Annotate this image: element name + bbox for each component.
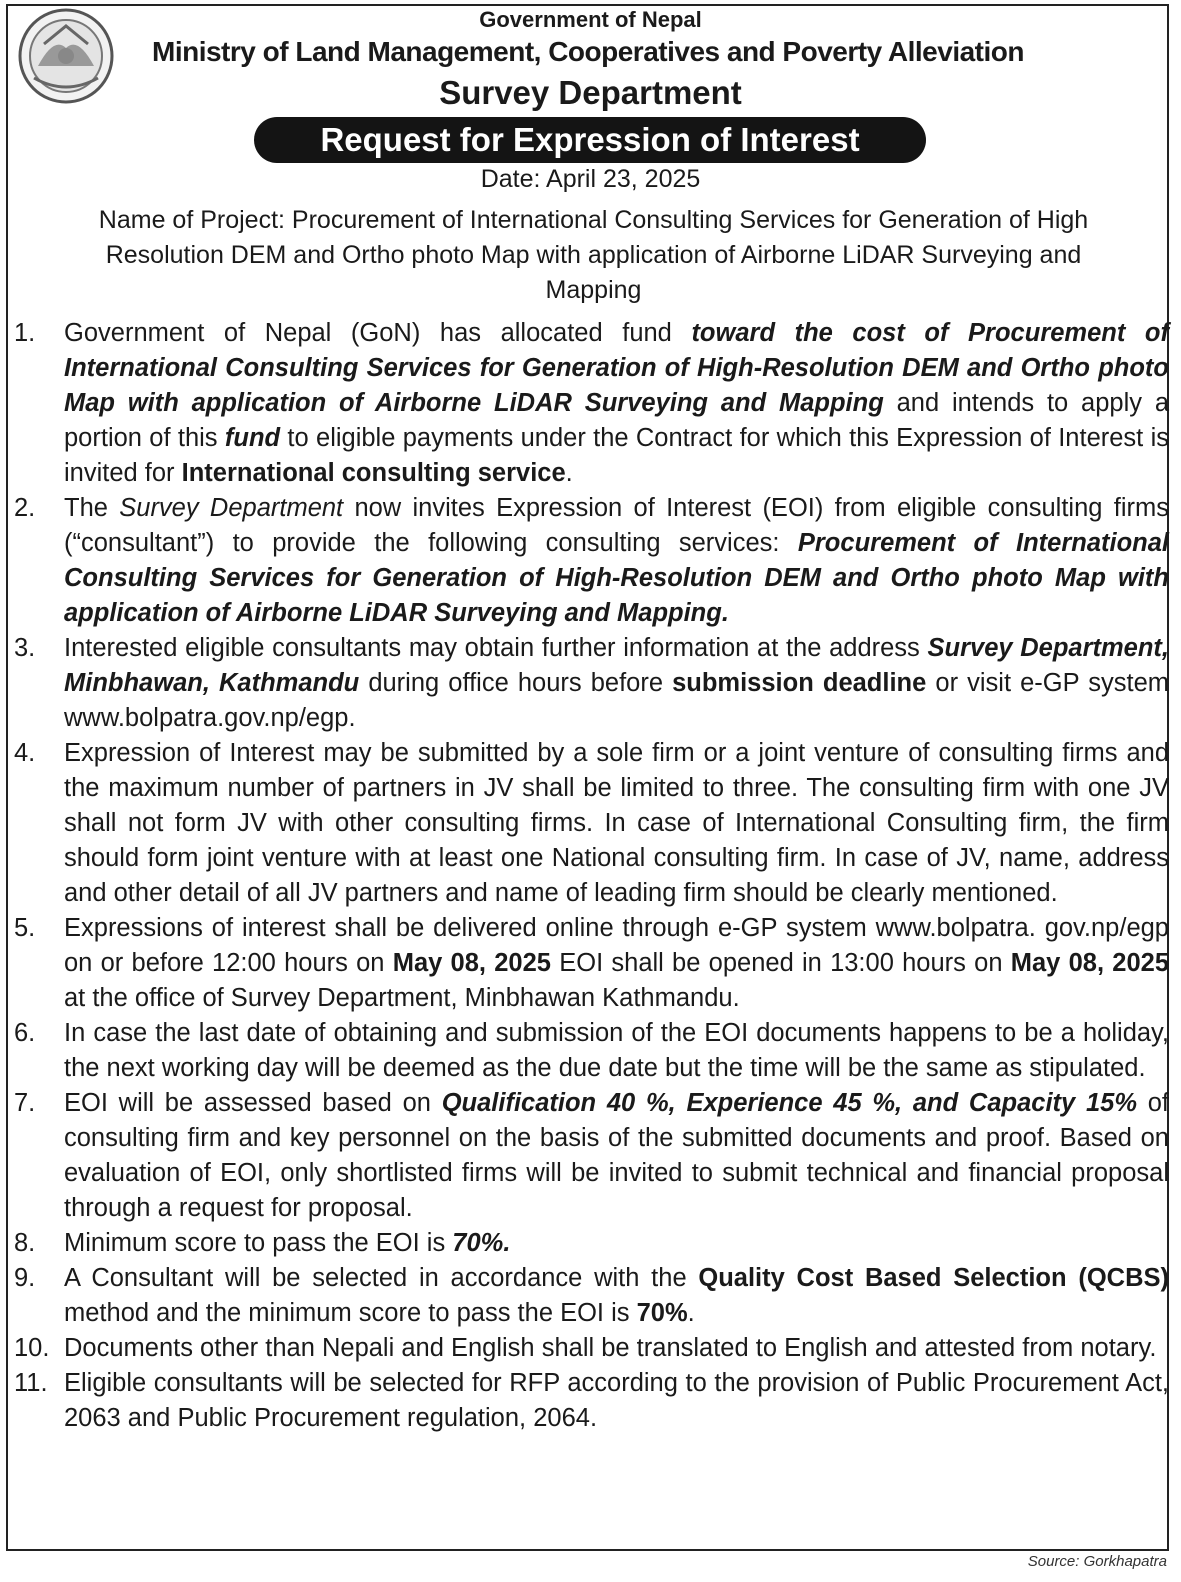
list-item [14,1016,1169,1086]
list-item [14,631,1169,736]
item-number: 5. [14,914,36,942]
item-text: or visit e-GP system www.bolpatra.gov.np/egp. [64,669,1170,732]
item-text: EOI shall be opened in 13:00 hours on [550,949,1011,977]
item-emphasis: Quality Cost Based Selection (QCBS) [698,1264,1169,1292]
item-text: and intends to apply a portion of this [64,389,1169,452]
item-text: Minimum score to pass the EOI is [64,1229,453,1257]
list-item [14,1261,1169,1331]
item-text: now invites Expression of Interest (EOI) from eligible consulting firms (“consultant”) to provide the following consulting services: [64,494,1169,557]
item-text: method and the minimum score to pass the EOI is [64,1299,637,1327]
item-text: during office hours before [359,669,673,697]
item-text: A Consultant will be selected in accordance with the [64,1264,699,1292]
project-name: Name of Project: Procurement of International Consulting Services for Generation of High Resolution DEM and Ortho photo Map with application of Airborne LiDAR Surveying and Mapping [98,206,1089,304]
item-number: 4. [14,739,36,767]
item-text: Documents other than Nepali and English shall be translated to English and attested from notary. [64,1334,1157,1362]
ministry-heading: Ministry of Land Management, Cooperatives and Poverty Alleviation [152,36,1024,67]
item-number: 1. [14,319,36,347]
item-number: 8. [14,1229,36,1257]
item-number: 2. [14,494,36,522]
list-item [14,911,1169,1016]
item-emphasis: International consulting service [181,459,566,487]
item-text: . [565,459,573,487]
item-emphasis: May 08, 2025 [1010,949,1170,977]
item-text: at the office of Survey Department, Minbhawan Kathmandu. [64,984,740,1012]
source-credit: Source: Gorkhapatra [1027,1553,1167,1570]
item-number: 10. [14,1334,50,1362]
item-emphasis: 70% [636,1299,688,1327]
notice-date: Date: April 23, 2025 [480,165,701,193]
item-text: Eligible consultants will be selected for RFP according to the provision of Public Procurement Act, 2063 and Public Procurement regulation, 2064. [64,1369,1169,1432]
list-item [14,1226,1169,1261]
item-text: of consulting firm and key personnel on the basis of the submitted documents and proof. Based on evaluation of EOI, only shortlisted firms will be invited to submit technical and financial proposal through a request for proposal. [64,1089,1170,1222]
item-number: 3. [14,634,36,662]
item-text: . [687,1299,695,1327]
item-emphasis: submission deadline [672,669,927,697]
item-text: to eligible payments under the Contract for which this Expression of Interest is invited for [64,424,1169,487]
list-item [14,316,1169,491]
item-emphasis: May 08, 2025 [392,949,551,977]
item-text: EOI will be assessed based on [64,1089,442,1117]
item-number: 9. [14,1264,36,1292]
item-text: The [64,494,120,522]
item-text: Interested eligible consultants may obtain further information at the address [64,634,928,662]
list-item [14,1331,1169,1366]
item-emphasis: toward the cost of Procurement of International Consulting Services for Generation of High-Resolution DEM and Ortho photo Map with application of Airborne LiDAR Surveying and Mapping [64,319,1169,417]
item-emphasis: fund [224,424,281,452]
government-heading: Government of Nepal [479,7,702,32]
item-emphasis: 70%. [452,1229,511,1257]
list-item [14,736,1169,911]
item-emphasis: Survey Department, Minbhawan, Kathmandu [64,634,1170,697]
notice-title-banner: Request for Expression of Interest [254,117,926,163]
item-number: 6. [14,1019,36,1047]
item-emphasis: Survey Department [119,494,344,522]
item-text: In case the last date of obtaining and submission of the EOI documents happens to be a holiday, the next working day will be deemed as the due date but the time will be the same as stipulated. [64,1019,1169,1082]
terms-list [14,316,1169,1436]
department-heading: Survey Department [439,74,742,111]
item-emphasis: Procurement of International Consulting Services for Generation of High-Resolution DEM and Ortho photo Map with application of Airborne LiDAR Surveying and Mapping. [64,529,1170,627]
list-item [14,491,1169,631]
item-number: 11. [14,1369,48,1397]
item-text: Expressions of interest shall be delivered online through e-GP system www.bolpatra. gov.np/egp on or before 12:00 hours on [64,914,1169,977]
list-item [14,1366,1169,1436]
item-text: Government of Nepal (GoN) has allocated fund [64,319,692,347]
item-text: Expression of Interest may be submitted by a sole firm or a joint venture of consulting firms and the maximum number of partners in JV shall be limited to three. The consulting firm with one JV shall not form JV with other consulting firms. In case of International Consulting firm, the firm should form joint venture with at least one National consulting firm. In case of JV, name, address and other detail of all JV partners and name of leading firm should be clearly mentioned. [64,739,1169,907]
item-emphasis: Qualification 40 %, Experience 45 %, and Capacity 15% [441,1089,1137,1117]
item-number: 7. [14,1089,36,1117]
list-item [14,1086,1169,1226]
